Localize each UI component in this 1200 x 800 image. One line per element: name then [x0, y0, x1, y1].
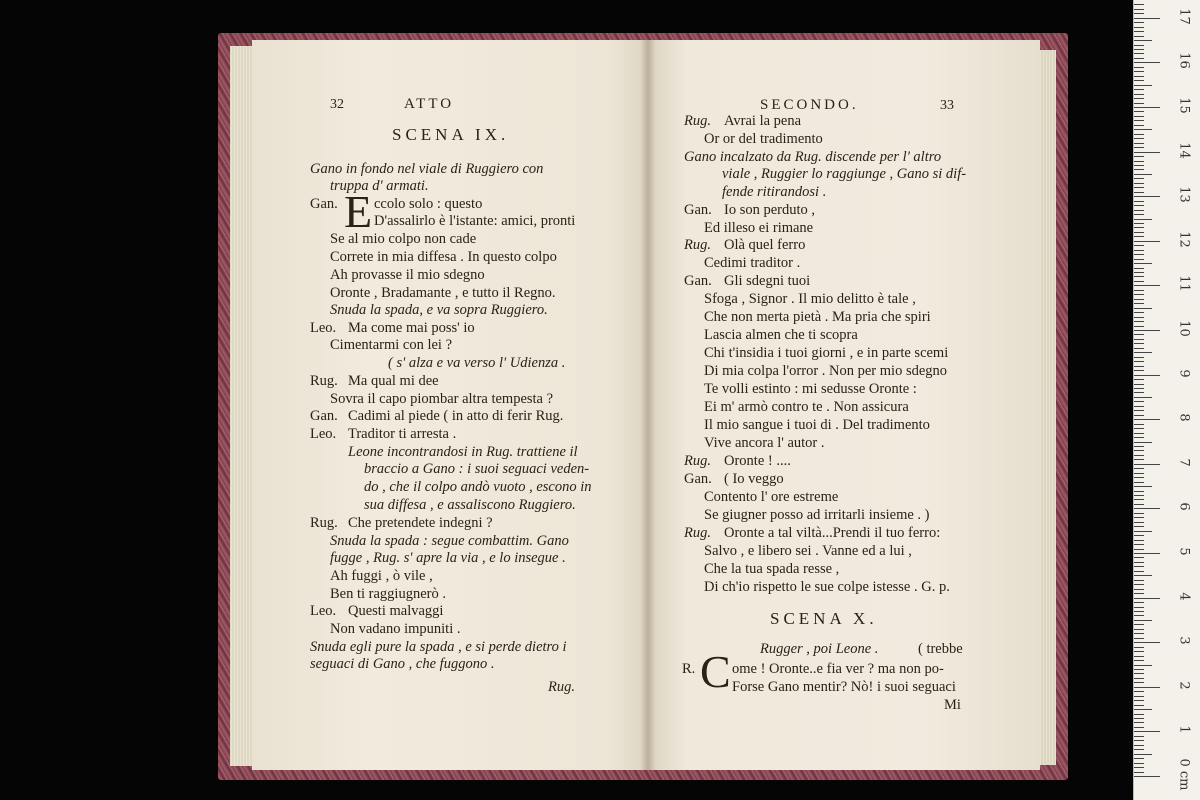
ruler-label: 14 [1176, 141, 1192, 159]
ruler-tick [1134, 379, 1144, 380]
ruler-tick [1134, 584, 1144, 585]
verse-line: Che non merta pietà . Ma pria che spiri [704, 309, 931, 325]
ruler-tick [1134, 134, 1144, 135]
verse-line: Contento l' ore estreme [704, 489, 839, 505]
ruler-tick [1134, 763, 1144, 764]
ruler-tick [1134, 107, 1160, 108]
ruler-label: 2 [1176, 681, 1192, 690]
ruler-tick [1134, 268, 1144, 269]
speaker: Gan. [310, 408, 338, 424]
ruler-tick [1134, 745, 1144, 746]
ruler-tick [1134, 53, 1144, 54]
ruler-tick [1134, 508, 1160, 509]
stage-direction: seguaci di Gano , che fuggono . [310, 656, 495, 672]
ruler-tick [1134, 410, 1144, 411]
ruler-tick [1134, 326, 1144, 327]
ruler-tick [1134, 357, 1144, 358]
ruler-tick [1134, 94, 1144, 95]
ruler-tick [1134, 624, 1144, 625]
verse-line: Ma come mai poss' io [348, 320, 475, 336]
ruler-tick [1134, 517, 1144, 518]
ruler-tick [1134, 62, 1160, 63]
page-number: 32 [330, 97, 344, 112]
ruler-tick [1134, 245, 1144, 246]
verse-line: Ed illeso ei rimane [704, 220, 814, 236]
ruler-tick [1134, 629, 1144, 630]
ruler-tick [1134, 366, 1144, 367]
ruler-tick [1134, 388, 1144, 389]
ruler-tick [1134, 343, 1144, 344]
ruler-label: 17 [1176, 8, 1192, 25]
ruler-tick [1134, 183, 1144, 184]
ruler-tick [1134, 575, 1152, 576]
ruler-tick [1134, 339, 1144, 340]
stage-direction: ( s' alza e va verso l' Udienza . [388, 355, 566, 371]
ruler-tick [1134, 98, 1144, 99]
speaker: Rug. [684, 525, 711, 541]
verse-line: D'assalirlo è l'istante: amici, pronti [374, 213, 576, 229]
ruler-tick [1134, 424, 1144, 425]
ruler-tick [1134, 566, 1144, 567]
ruler-tick [1134, 254, 1144, 255]
ruler-tick [1134, 45, 1144, 46]
ruler-tick [1134, 598, 1160, 599]
ruler-tick [1134, 499, 1144, 500]
verse-line: Ei m' armò contro te . Non assicura [704, 399, 909, 415]
verse-line: ( trebbe [918, 641, 963, 657]
verse-line: Questi malvaggi [348, 603, 444, 619]
ruler-tick [1134, 571, 1144, 572]
ruler-tick [1134, 375, 1160, 376]
stage-direction: sua diffesa , e assaliscono Ruggiero. [364, 497, 576, 513]
ruler-tick [1134, 192, 1144, 193]
ruler-tick [1134, 772, 1144, 773]
verse-line: Te volli estinto : mi sedusse Oronte : [704, 381, 917, 397]
ruler-tick [1134, 589, 1144, 590]
ruler-tick [1134, 111, 1144, 112]
verse-line: Cedimi traditor . [704, 255, 801, 271]
stage-direction: braccio a Gano : i suoi seguaci veden- [364, 461, 590, 477]
verse-line: Se giugner posso ad irritarli insieme . ) [704, 507, 930, 523]
ruler-tick [1134, 406, 1144, 407]
ruler-tick [1134, 89, 1144, 90]
measurement-ruler [1133, 0, 1200, 800]
verse-line: Oronte ! .... [724, 453, 791, 469]
ruler-tick [1134, 308, 1152, 309]
ruler-tick [1134, 513, 1144, 514]
speaker: Gan. [310, 196, 338, 212]
ruler-tick [1134, 718, 1144, 719]
ruler-tick [1134, 227, 1144, 228]
ruler-tick [1134, 459, 1144, 460]
ruler-tick [1134, 71, 1144, 72]
ruler-tick [1134, 384, 1144, 385]
ruler-tick [1134, 473, 1144, 474]
ruler-tick [1134, 223, 1144, 224]
ruler-tick [1134, 455, 1144, 456]
ruler-tick [1134, 156, 1144, 157]
ruler-tick [1134, 714, 1144, 715]
ruler-tick [1134, 437, 1144, 438]
verse-line: Oronte , Bradamante , e tutto il Regno. [330, 285, 556, 301]
ruler-label: 7 [1176, 458, 1192, 467]
ruler-tick [1134, 36, 1144, 37]
ruler-tick [1134, 638, 1144, 639]
catchword: Rug. [548, 679, 575, 695]
ruler-tick [1134, 700, 1144, 701]
stage-direction: do , che il colpo andò vuoto , escono in [364, 479, 592, 495]
ruler-tick [1134, 214, 1144, 215]
ruler-tick [1134, 486, 1152, 487]
ruler-tick [1134, 9, 1144, 10]
ruler-tick [1134, 450, 1144, 451]
ruler-tick [1134, 642, 1160, 643]
ruler-tick [1134, 428, 1144, 429]
verse-line: Il mio sangue i tuoi di . Del tradimento [704, 417, 930, 433]
ruler-tick [1134, 553, 1160, 554]
ruler-tick [1134, 433, 1144, 434]
ruler-tick [1134, 477, 1144, 478]
ruler-tick [1134, 446, 1144, 447]
ruler-tick [1134, 334, 1144, 335]
stage-direction: Snuda egli pure la spada , e si perde dietro i [310, 639, 567, 655]
ruler-tick [1134, 165, 1144, 166]
ruler-tick [1134, 76, 1144, 77]
ruler-tick [1134, 749, 1144, 750]
ruler-label: 13 [1176, 186, 1192, 203]
ruler-label: 6 [1176, 502, 1192, 512]
verse-line: Se al mio colpo non cade [330, 231, 477, 247]
scene-title: SCENA IX. [392, 125, 510, 144]
ruler-tick [1134, 129, 1152, 130]
ruler-tick [1134, 615, 1144, 616]
stage-direction: Leone incontrandosi in Rug. trattiene il [348, 444, 578, 460]
ruler-tick [1134, 232, 1144, 233]
ruler-tick [1134, 210, 1144, 211]
ruler-tick [1134, 299, 1144, 300]
ruler-tick [1134, 259, 1144, 260]
ruler-tick [1134, 660, 1144, 661]
speaker: Leo. [310, 603, 337, 619]
ruler-tick [1134, 174, 1152, 175]
ruler-tick [1134, 727, 1144, 728]
ruler-tick [1134, 352, 1152, 353]
ruler-tick [1134, 281, 1144, 282]
verse-line: Vive ancora l' autor . [704, 435, 825, 451]
ruler-tick [1134, 178, 1144, 179]
ruler-tick [1134, 317, 1144, 318]
ruler-tick [1134, 205, 1144, 206]
ruler-tick [1134, 540, 1144, 541]
speaker: Rug. [684, 237, 711, 253]
ruler-tick [1134, 647, 1144, 648]
ruler-tick [1134, 22, 1144, 23]
ruler-tick [1134, 294, 1144, 295]
page-number: 33 [940, 98, 954, 113]
right-page [648, 40, 1040, 770]
speaker: Leo. [310, 426, 337, 442]
ruler-tick [1134, 549, 1144, 550]
stage-direction: Snuda la spada : segue combattim. Gano [330, 533, 569, 549]
drop-cap: C [700, 646, 731, 697]
verse-line: Cadimi al piede ( in atto di ferir Rug. [348, 408, 564, 424]
ruler-tick [1134, 138, 1144, 139]
ruler-tick [1134, 491, 1144, 492]
ruler-tick [1134, 673, 1144, 674]
stage-direction: fugge , Rug. s' apre la via , e lo insegue . [330, 550, 566, 566]
ruler-tick [1134, 397, 1152, 398]
verse-line: Correte in mia diffesa . In questo colpo [330, 249, 557, 265]
ruler-tick [1134, 722, 1144, 723]
ruler-label: 11 [1176, 275, 1192, 293]
ruler-tick [1134, 495, 1144, 496]
ruler-tick [1134, 49, 1144, 50]
ruler-tick [1134, 250, 1144, 251]
verse-line: ome ! Oronte..e fia ver ? ma non po- [732, 661, 944, 677]
verse-line: Io son perduto , [724, 202, 816, 218]
ruler-tick [1134, 67, 1144, 68]
ruler-tick [1134, 276, 1144, 277]
speaker: Rug. [310, 515, 338, 531]
stage-direction: viale , Ruggier lo raggiunge , Gano si dif- [722, 166, 967, 182]
ruler-tick [1134, 58, 1144, 59]
verse-line: Salvo , e libero sei . Vanne ed a lui , [704, 543, 912, 559]
ruler-tick [1134, 321, 1144, 322]
ruler-tick [1134, 27, 1144, 28]
speaker: Gan. [684, 471, 712, 487]
stage-direction: Snuda la spada, e va sopra Ruggiero. [330, 302, 548, 318]
ruler-tick [1134, 464, 1160, 465]
ruler-tick [1134, 656, 1144, 657]
running-head: ATTO [404, 96, 455, 112]
book-gutter [640, 40, 656, 770]
drop-cap: E [344, 186, 373, 237]
ruler-tick [1134, 531, 1152, 532]
ruler-tick [1134, 263, 1152, 264]
ruler-tick [1134, 125, 1144, 126]
stage-direction: truppa d' armati. [330, 178, 429, 194]
verse-line: Che la tua spada resse , [704, 561, 840, 577]
ruler-tick [1134, 415, 1144, 416]
verse-line: Sovra il capo piombar altra tempesta ? [330, 391, 554, 407]
ruler-tick [1134, 196, 1160, 197]
ruler-tick [1134, 401, 1144, 402]
verse-line: Che pretendete indegni ? [348, 515, 493, 531]
ruler-tick [1134, 665, 1152, 666]
ruler-tick [1134, 522, 1144, 523]
ruler-tick [1134, 633, 1144, 634]
ruler-tick [1134, 482, 1144, 483]
speaker: Gan. [684, 202, 712, 218]
verse-line: Olà quel ferro [724, 237, 806, 253]
ruler-tick [1134, 611, 1144, 612]
ruler-tick [1134, 361, 1144, 362]
ruler-tick [1134, 687, 1160, 688]
ruler-tick [1134, 620, 1152, 621]
ruler-label: 9 [1176, 368, 1192, 378]
catchword: Mi [944, 697, 961, 713]
ruler-label: 8 [1176, 413, 1192, 422]
verse-line: Chi t'insidia i tuoi giorni , e in parte scemi [704, 345, 949, 361]
speaker: Leo. [310, 320, 337, 336]
verse-line: Sfoga , Signor . Il mio delitto è tale , [704, 291, 916, 307]
ruler-tick [1134, 468, 1144, 469]
ruler-tick [1134, 103, 1144, 104]
speaker: Gan. [684, 273, 712, 289]
verse-line: Lascia almen che ti scopra [704, 327, 858, 343]
ruler-tick [1134, 272, 1144, 273]
speaker: Rug. [684, 113, 711, 129]
ruler-label: 0 cm [1176, 758, 1192, 791]
stage-direction: Gano incalzato da Rug. discende per l' altro [684, 149, 942, 165]
verse-line: Oronte a tal viltà...Prendi il tuo ferro: [724, 525, 941, 541]
ruler-tick [1134, 562, 1144, 563]
ruler-tick [1134, 602, 1144, 603]
verse-line: Di mia colpa l'orror . Non per mio sdegno [704, 363, 948, 379]
ruler-tick [1134, 13, 1144, 14]
ruler-tick [1134, 392, 1144, 393]
verse-line: Non vadano impuniti . [330, 621, 461, 637]
ruler-tick [1134, 607, 1144, 608]
ruler-tick [1134, 241, 1160, 242]
verse-line: Di ch'io rispetto le sue colpe istesse . G. p. [704, 579, 950, 595]
verse-line: Ah fuggi , ò vile , [330, 568, 433, 584]
ruler-tick [1134, 557, 1144, 558]
ruler-tick [1134, 161, 1144, 162]
ruler-label: 3 [1176, 636, 1192, 645]
ruler-tick [1134, 370, 1144, 371]
speaker: Rug. [684, 453, 711, 469]
ruler-tick [1134, 767, 1144, 768]
ruler-tick [1134, 678, 1144, 679]
ruler-tick [1134, 776, 1160, 777]
ruler-tick [1134, 682, 1144, 683]
running-head: SECONDO. [760, 97, 859, 113]
ruler-tick [1134, 40, 1152, 41]
ruler-tick [1134, 348, 1144, 349]
stage-direction: fende ritirandosi . [722, 184, 827, 200]
verse-line: Forse Gano mentir? Nò! i suoi seguaci [732, 679, 956, 695]
ruler-tick [1134, 116, 1144, 117]
ruler-tick [1134, 535, 1144, 536]
verse-line: Traditor ti arresta . [348, 426, 457, 442]
left-page [252, 40, 648, 770]
verse-line: Cimentarmi con lei ? [330, 337, 453, 353]
ruler-tick [1134, 31, 1144, 32]
verse-line: Ma qual mi dee [348, 373, 439, 389]
ruler-tick [1134, 18, 1160, 19]
ruler-label: 1 [1176, 725, 1192, 735]
ruler-tick [1134, 669, 1144, 670]
ruler-tick [1134, 152, 1160, 153]
ruler-tick [1134, 312, 1144, 313]
ruler-tick [1134, 169, 1144, 170]
verse-line: Gli sdegni tuoi [724, 273, 811, 289]
verse-line: Or or del tradimento [704, 131, 823, 147]
ruler-tick [1134, 219, 1152, 220]
ruler-tick [1134, 80, 1144, 81]
ruler-tick [1134, 442, 1152, 443]
verse-line: Ben ti raggiugnerò . [330, 586, 446, 602]
ruler-tick [1134, 709, 1152, 710]
verse-line: ( Io veggo [724, 471, 784, 487]
ruler-tick [1134, 419, 1160, 420]
ruler-tick [1134, 580, 1144, 581]
ruler-tick [1134, 147, 1144, 148]
speaker: R. [682, 661, 696, 677]
stage-direction: Gano in fondo nel viale di Ruggiero con [310, 161, 544, 177]
ruler-tick [1134, 330, 1160, 331]
ruler-tick [1134, 651, 1144, 652]
ruler-tick [1134, 691, 1144, 692]
verse-line: Ah provasse il mio sdegno [330, 267, 485, 283]
ruler-tick [1134, 754, 1152, 755]
ruler-tick [1134, 740, 1144, 741]
ruler-tick [1134, 285, 1160, 286]
ruler-tick [1134, 201, 1144, 202]
ruler-label: 10 [1176, 320, 1192, 337]
ruler-tick [1134, 758, 1144, 759]
verse-line: Avrai la pena [724, 113, 802, 129]
ruler-tick [1134, 705, 1144, 706]
ruler-tick [1134, 85, 1152, 86]
speaker: Rug. [310, 373, 338, 389]
ruler-tick [1134, 236, 1144, 237]
ruler-tick [1134, 696, 1144, 697]
ruler-label: 12 [1176, 231, 1192, 248]
ruler-tick [1134, 290, 1144, 291]
ruler-tick [1134, 120, 1144, 121]
ruler-tick [1134, 504, 1144, 505]
ruler-tick [1134, 526, 1144, 527]
ruler-label: 5 [1176, 547, 1192, 556]
verse-line: ccolo solo : questo [374, 196, 483, 212]
ruler-tick [1134, 303, 1144, 304]
ruler-tick [1134, 736, 1144, 737]
ruler-label: 16 [1176, 52, 1192, 70]
ruler-tick [1134, 593, 1144, 594]
ruler-tick [1134, 143, 1144, 144]
ruler-tick [1134, 187, 1144, 188]
scene-title: SCENA X. [770, 609, 878, 628]
stage-direction: Rugger , poi Leone . [760, 641, 879, 657]
ruler-label: 4 [1176, 591, 1192, 601]
ruler-tick [1134, 4, 1144, 5]
ruler-label: 15 [1176, 97, 1192, 114]
ruler-tick [1134, 544, 1144, 545]
ruler-tick [1134, 731, 1160, 732]
